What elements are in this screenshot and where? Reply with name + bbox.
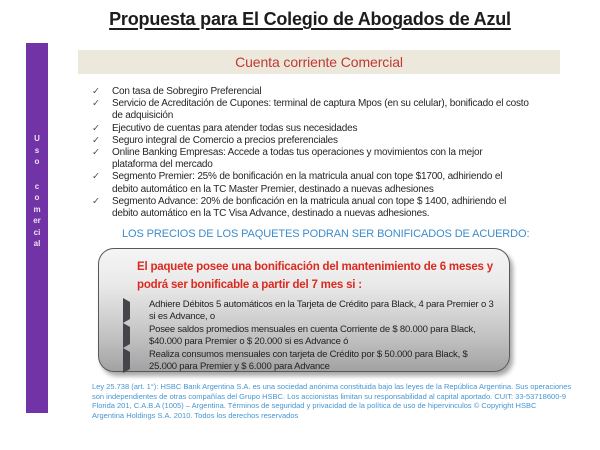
benefit-item-text: Posee saldos promedios mensuales en cuenta Corriente de $ 80.000 para Black, $40.000 para Premier o $ 20.000 si es Advance ó: [149, 324, 476, 347]
pricing-note: LOS PRECIOS DE LOS PAQUETES PODRAN SER BONIFICADOS DE ACUERDO:: [122, 228, 530, 240]
sidebar-word-uso: Uso: [34, 134, 40, 166]
list-item: [92, 135, 530, 147]
feature-text: Segmento Premier: 25% de bonificación en la matricula anual con tope $1700, adhiriendo el debito automático en la TC Master Premier, destinado a nuevas adhesiones: [112, 171, 503, 195]
feature-text: Segmento Advance: 20% de bonficación en la matricula anual con tope $ 1400, adhiriendo el debito automático en la TC Visa Advance, destinado a nuevas adhesiones.: [112, 195, 507, 220]
checkmark-icon: ✓: [92, 122, 100, 134]
sidebar-word-comercial: comercial: [33, 181, 41, 248]
legal-footer-line: son independientes de otras compañías del Grupo HSBC. Los accionistas limitan su responsabilidad al capital aportado. CUIT: 33-53718600-9: [92, 391, 567, 401]
section-header-bar: [78, 50, 560, 74]
benefit-box: [98, 248, 510, 372]
arrow-bullet-icon: [123, 324, 149, 345]
legal-footer: [92, 382, 582, 420]
vertical-sidebar: [26, 43, 48, 413]
benefit-item-text: Adhiere Débitos 5 automáticos en la Tarjeta de Crédito para Black, 4 para Premier o 3 si es Advance, o: [149, 299, 494, 322]
feature-list: [92, 86, 530, 220]
legal-footer-line: Florida 201, C.A.B.A (1005) – Argentina. Términos de seguridad y privacidad de la política de uso de hipervinculos © Copyright HSBC: [92, 401, 537, 411]
feature-text: Con tasa de Sobregiro Preferencial: [112, 86, 262, 97]
benefit-item-text: Realiza consumos mensuales con tarjeta de Crédito por $ 50.000 para Black, $ 25.000 para Premier y $ 6.000 para Advance: [149, 349, 468, 372]
checkmark-icon: ✓: [92, 86, 100, 97]
legal-footer-line: Ley 25.738 (art. 1°): HSBC Bank Argentina S.A. es una sociedad anónima constituida bajo las leyes de la República Argentina. Sus operaciones: [92, 382, 572, 391]
checkmark-icon: ✓: [92, 134, 100, 146]
feature-text: Seguro integral de Comercio a precios preferenciales: [112, 134, 338, 146]
list-item: [123, 324, 495, 348]
list-item: [92, 98, 530, 122]
list-item: [123, 299, 495, 323]
feature-text: Ejecutivo de cuentas para atender todas sus necesidades: [112, 122, 358, 134]
feature-text: Servicio de Acreditación de Cupones: terminal de captura Mpos (en su celular), bonificado el costo de adquisición: [112, 98, 529, 122]
benefit-item-list: [123, 299, 495, 373]
list-item: [92, 123, 530, 135]
list-item: [92, 147, 530, 171]
arrow-bullet-icon: [123, 349, 149, 370]
list-item: [123, 349, 495, 373]
list-item: [92, 86, 530, 98]
benefit-box-heading: El paquete posee una bonificación del mantenimiento de 6 meses y podrá ser bonificable a partir del 7 mes si :: [137, 261, 493, 291]
feature-text: Online Banking Empresas: Accede a todas tus operaciones y movimientos con la mejor plataforma del mercado: [112, 147, 483, 171]
checkmark-icon: ✓: [92, 171, 100, 183]
page-title: Propuesta para El Colegio de Abogados de Azul: [109, 9, 511, 29]
arrow-bullet-icon: [123, 299, 149, 320]
checkmark-icon: ✓: [92, 98, 100, 110]
checkmark-icon: ✓: [92, 147, 100, 159]
list-item: [92, 171, 530, 195]
list-item: [92, 196, 530, 220]
legal-footer-line: Argentina Holdings S.A. 2010. Todos los derechos reservados: [92, 410, 299, 420]
checkmark-icon: ✓: [92, 195, 100, 207]
section-header-label: Cuenta corriente Comercial: [235, 54, 403, 70]
